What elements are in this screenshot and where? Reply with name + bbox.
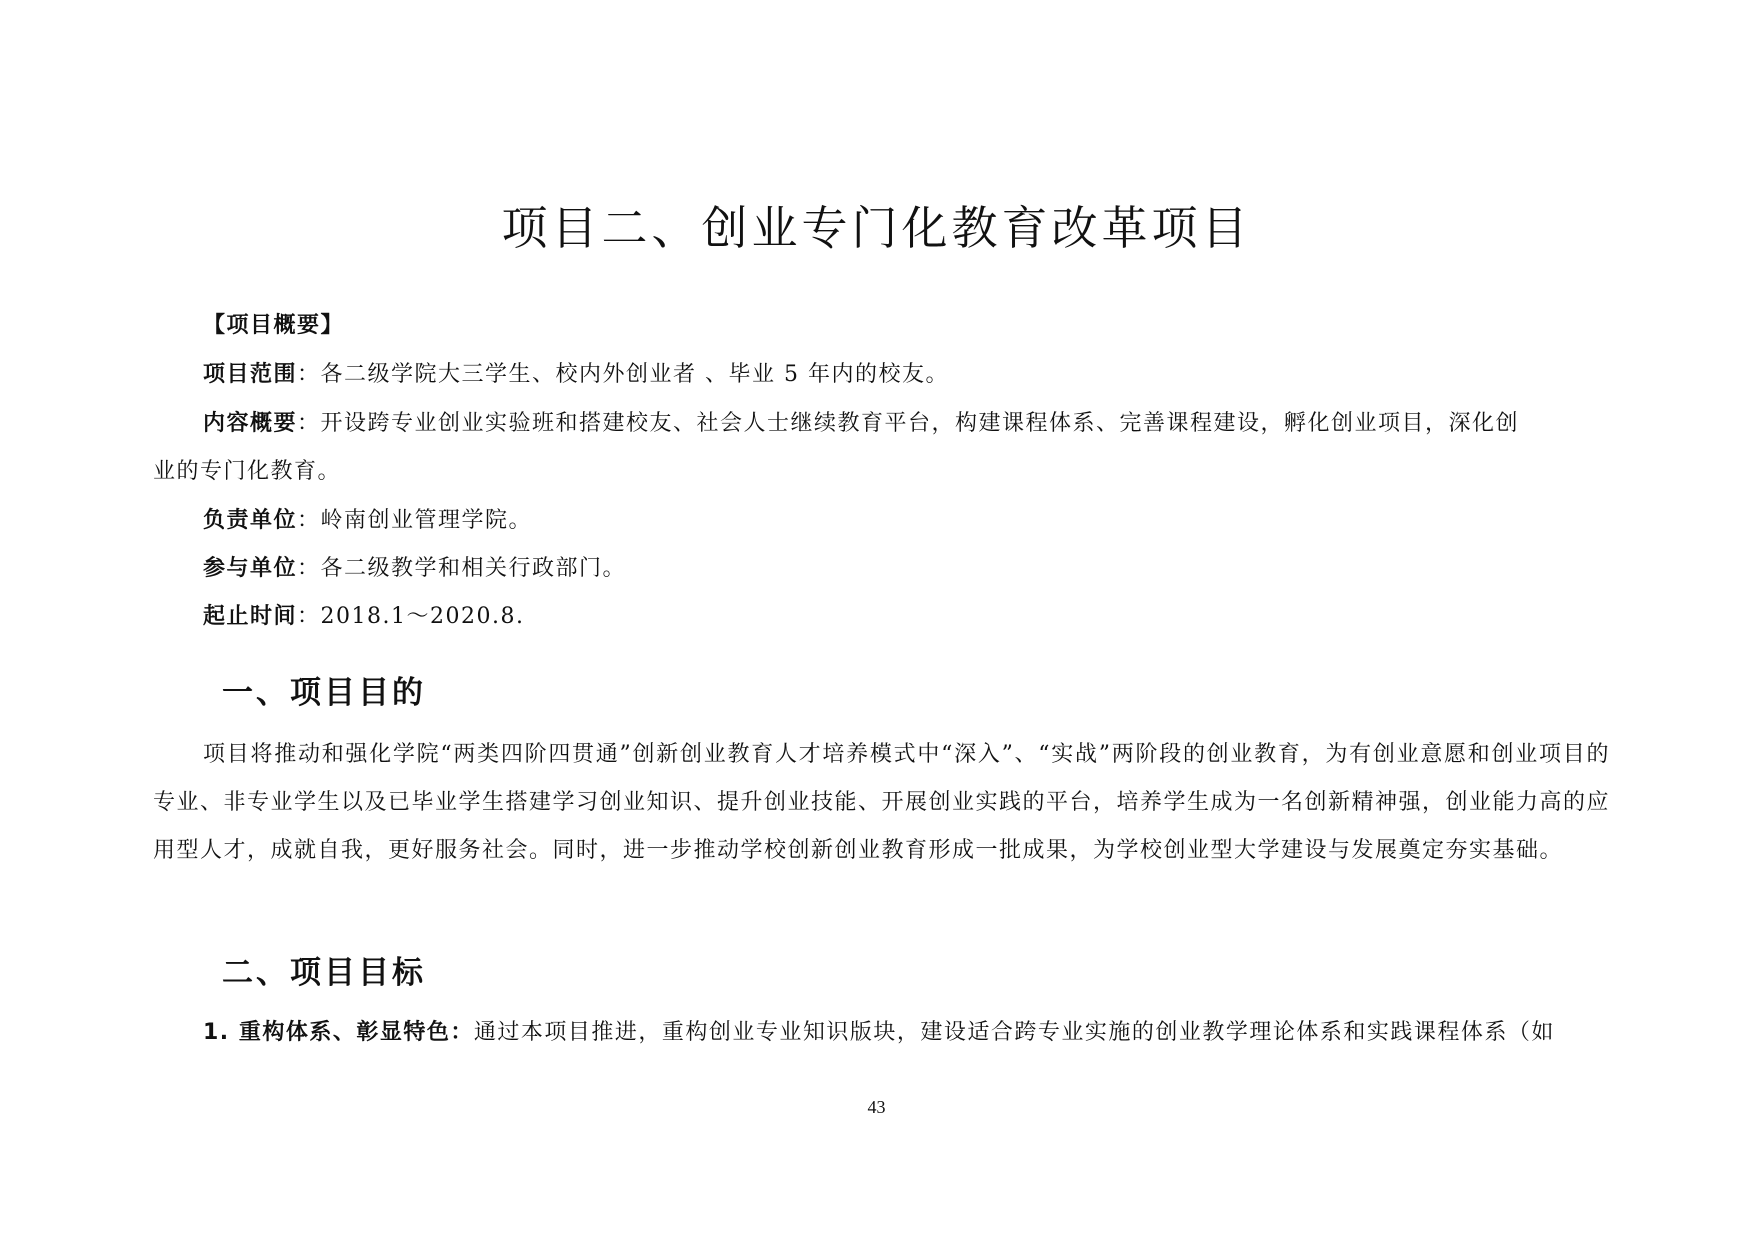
content-label: 内容概要: [203, 411, 298, 436]
period-row: [203, 602, 524, 632]
content-sep: ：: [297, 411, 321, 436]
section2-heading: 二、项目目标: [222, 955, 426, 991]
participants-text: 各二级教学和相关行政部门。: [320, 556, 627, 581]
section1-paragraph: 项目将推动和强化学院“两类四阶四贯通”创新创业教育人才培养模式中“深入”、“实战”两阶段的创业教育，为有创业意愿和创业项目的专业、非专业学生以及已毕业学生搭建学习创业知识、提升创业技能、开展创业实践的平台，培养学生成为一名创新精神强，创业能力高的应用型人才，成就自我，更好服务社会。同时，进一步推动学校创新创业教育形成一批成果，为学校创业型大学建设与发展奠定夯实基础。: [153, 742, 1611, 863]
section2-item1-text: 通过本项目推进，重构创业专业知识版块，建设适合跨专业实施的创业教学理论体系和实践课程体系（如: [473, 1020, 1555, 1045]
scope-sep: ：: [297, 362, 321, 387]
content-row: [203, 409, 1519, 439]
responsible-label: 负责单位: [203, 508, 298, 533]
participants-row: [203, 554, 626, 584]
section2-item1: [203, 1018, 1555, 1048]
content-text-line1: 开设跨专业创业实验班和搭建校友、社会人士继续教育平台，构建课程体系、完善课程建设，孵化创业项目，深化创: [320, 411, 1520, 436]
overview-heading: 【项目概要】: [203, 313, 345, 338]
period-text: 2018.1～2020.8.: [320, 604, 525, 629]
participants-sep: ：: [297, 556, 321, 581]
scope-row: [203, 360, 949, 390]
page-number: 43: [867, 1097, 886, 1117]
period-sep: ：: [297, 604, 321, 629]
section1-heading: 一、项目目的: [222, 675, 426, 711]
content-text-line2: 业的专门化教育。: [153, 459, 342, 484]
responsible-sep: ：: [297, 508, 321, 533]
responsible-text: 岭南创业管理学院。: [320, 508, 533, 533]
responsible-row: [203, 506, 532, 536]
period-label: 起止时间: [203, 604, 298, 629]
scope-text: 各二级学院大三学生、校内外创业者 、毕业 5 年内的校友。: [320, 362, 950, 387]
document-title: 项目二、创业专门化教育改革项目: [501, 201, 1252, 255]
scope-label: 项目范围: [203, 362, 298, 387]
participants-label: 参与单位: [203, 556, 298, 581]
section2-item1-label: 1. 重构体系、彰显特色：: [203, 1020, 474, 1045]
